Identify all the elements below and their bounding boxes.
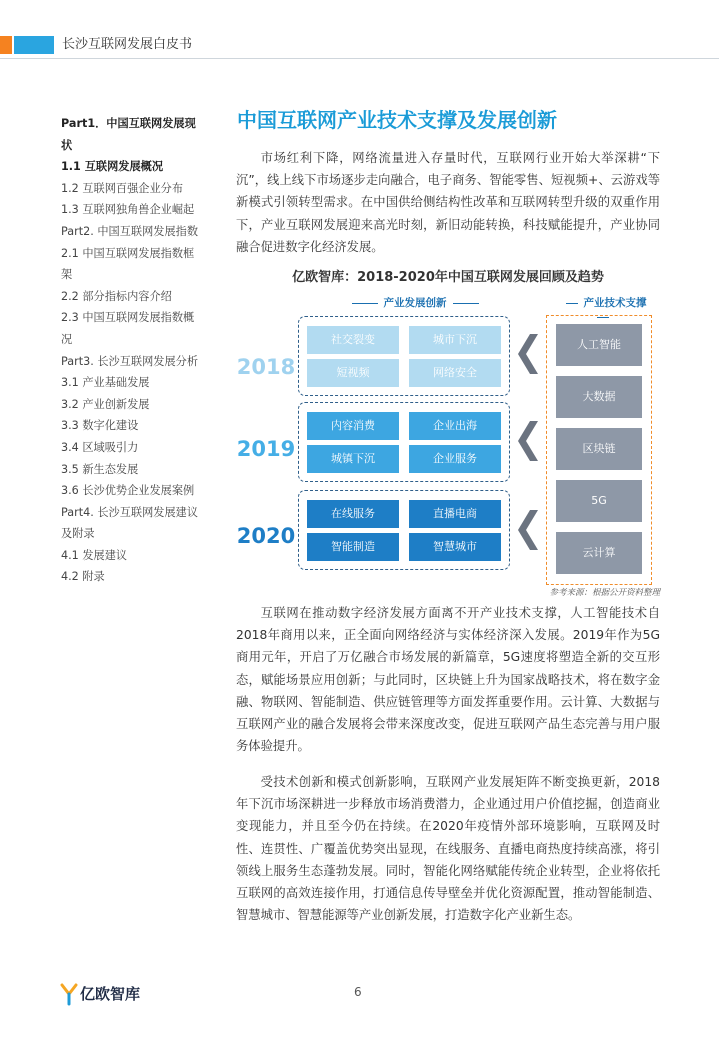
toc-item[interactable]: 及附录 xyxy=(61,527,95,541)
innovation-cell: 智能制造 xyxy=(307,533,399,561)
body-paragraph: 互联网在推动数字经济发展方面离不开产业技术支撑，人工智能技术自2018年商用以来，正全面向网络经济与实体经济深入发展。2019年作为5G商用元年，开启了万亿融合市场发展的新篇章，5G速度将塑造全新的交互形态，赋能场景应用创新；与此同时，区块链上升为国家战略技术，将在数字金融、物联网、智能制造、供应链管理等方面发挥重要作用。云计算、大数据与互联网产业的融合发展将会带来深度改变，促进互联网产品生态完善与用户服务体验提升。 xyxy=(236,606,660,754)
toc-item[interactable]: Part4. 长沙互联网发展建议 xyxy=(61,505,199,519)
innovation-cell: 企业出海 xyxy=(409,412,501,440)
year-group-2019 xyxy=(298,402,510,482)
innovation-cell: 短视频 xyxy=(307,359,399,387)
tech-cell: 人工智能 xyxy=(556,324,642,366)
year-group-2018 xyxy=(298,316,510,396)
toc-item[interactable]: 4.2 附录 xyxy=(61,570,105,584)
header-accent-blue xyxy=(14,36,54,54)
innovation-cell: 直播电商 xyxy=(409,500,501,528)
toc-item[interactable]: 3.6 长沙优势企业发展案例 xyxy=(61,484,195,498)
toc-item[interactable]: Part3. 长沙互联网发展分析 xyxy=(61,354,199,368)
logo-text: 亿欧智库 xyxy=(80,985,141,1003)
innovation-cell: 内容消费 xyxy=(307,412,399,440)
toc-item[interactable]: 3.4 区域吸引力 xyxy=(61,440,139,454)
innovation-cell: 网络安全 xyxy=(409,359,501,387)
innovation-cell: 智慧城市 xyxy=(409,533,501,561)
header-divider xyxy=(0,58,719,59)
innovation-cell: 企业服务 xyxy=(409,445,501,473)
tech-support-box xyxy=(546,315,652,585)
toc-item[interactable]: 1.3 互联网独角兽企业崛起 xyxy=(61,203,195,217)
header-accent-orange xyxy=(0,36,12,54)
toc-item[interactable]: 2.3 中国互联网发展指数概 xyxy=(61,311,195,325)
logo-mark-icon xyxy=(60,982,78,1006)
chevron-left-icon xyxy=(518,421,540,461)
section-title: 中国互联网产业技术支撑及发展创新 xyxy=(237,108,557,132)
brand-logo xyxy=(60,982,180,1006)
body-paragraph: 市场红利下降，网络流量进入存量时代，互联网行业开始大举深耕“下沉”，线上线下市场逐步走向融合，电子商务、智能零售、短视频+、云游戏等新模式引领转型需求。在中国供给侧结构性改革和互联网转型升级的双重作用下，产业互联网发展迎来高光时刻，新旧动能转换，科技赋能提升，产业协同融合促进数字化经济发展。 xyxy=(236,151,660,254)
innovation-cell: 社交裂变 xyxy=(307,326,399,354)
toc-item[interactable]: 1.2 互联网百强企业分布 xyxy=(61,181,184,195)
toc-item[interactable]: 4.1 发展建议 xyxy=(61,548,128,562)
tech-cell: 区块链 xyxy=(556,428,642,470)
body-paragraph: 受技术创新和模式创新影响，互联网产业发展矩阵不断变换更新，2018年下沉市场深耕进一步释放市场消费潜力，企业通过用户价值挖掘，创造商业变现能力，并且至今仍在持续。在2020年疫情外部环境影响，互联网及时性、连贯性、广覆盖优势突出显现，在线服务、直播电商热度持续高涨，将引领线上服务生态蓬勃发展。同时，智能化网络赋能传统企业转型，企业将依托互联网的高效连接作用，打通信息传导壁垒并优化资源配置，推动智能制造、智慧城市、智慧能源等产业创新发展，打造数字化产业新生态。 xyxy=(236,775,660,923)
figure-title: 亿欧智库：2018-2020年中国互联网发展回顾及趋势 xyxy=(292,270,604,285)
tech-cell: 5G xyxy=(556,480,642,522)
tech-cell: 云计算 xyxy=(556,532,642,574)
toc-item[interactable]: 2.1 中国互联网发展指数框 xyxy=(61,246,195,260)
innovation-cell: 在线服务 xyxy=(307,500,399,528)
toc-item[interactable]: 状 xyxy=(61,138,73,152)
toc-item[interactable]: Part2. 中国互联网发展指数 xyxy=(61,224,199,238)
toc-item[interactable]: 3.3 数字化建设 xyxy=(61,419,139,433)
tech-cell: 大数据 xyxy=(556,376,642,418)
toc-item[interactable]: 3.1 产业基础发展 xyxy=(61,376,150,390)
year-group-2020 xyxy=(298,490,510,570)
innovation-column-label: 产业发展创新 xyxy=(305,296,525,310)
innovation-cell: 城市下沉 xyxy=(409,326,501,354)
chevron-left-icon xyxy=(518,334,540,374)
year-label: 2018 xyxy=(236,355,296,379)
tech-column-label: 产业技术支撑 xyxy=(548,296,658,324)
toc-item[interactable]: Part1．中国互联网发展现 xyxy=(61,117,196,130)
toc-item[interactable]: 3.2 产业创新发展 xyxy=(61,397,150,411)
chevron-left-icon xyxy=(518,510,540,550)
header-title: 长沙互联网发展白皮书 xyxy=(62,37,193,52)
toc-item[interactable]: 1.1 互联网发展概况 xyxy=(61,160,164,174)
toc-item[interactable]: 2.2 部分指标内容介绍 xyxy=(61,289,172,303)
toc-item[interactable]: 3.5 新生态发展 xyxy=(61,462,139,476)
year-label: 2020 xyxy=(236,524,296,548)
table-of-contents xyxy=(61,113,216,588)
toc-item[interactable]: 架 xyxy=(61,268,73,282)
innovation-cell: 城镇下沉 xyxy=(307,445,399,473)
year-label: 2019 xyxy=(236,437,296,461)
toc-item[interactable]: 况 xyxy=(61,332,73,346)
figure-source: 参考来源：根据公开资料整理 xyxy=(549,588,660,598)
trend-figure xyxy=(230,290,670,602)
page-number: 6 xyxy=(354,985,362,999)
